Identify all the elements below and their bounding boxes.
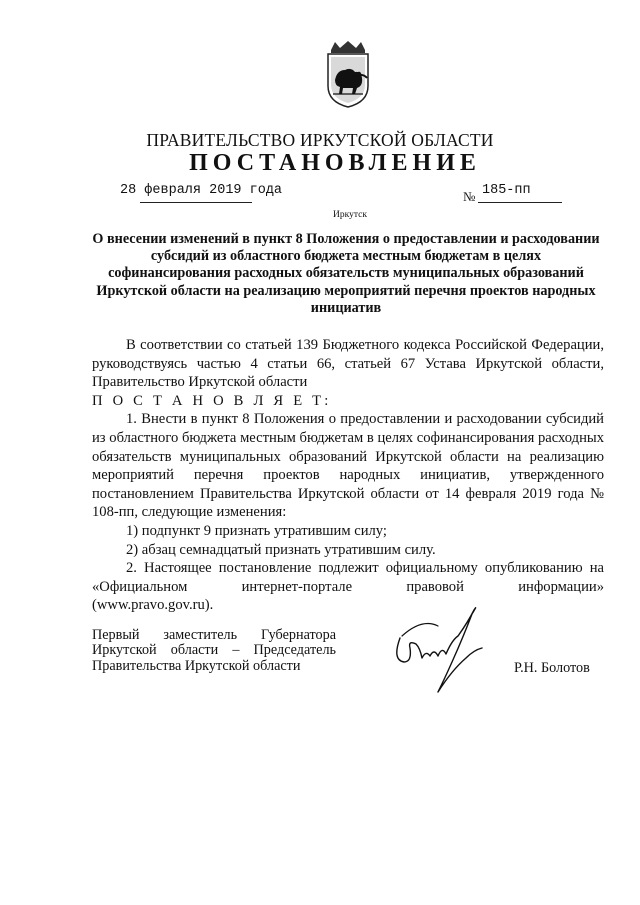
preamble-paragraph: В соответствии со статьей 139 Бюджетного кодекса Российской Федерации, руководствуясь частью 4 статьи 66, статьей 67 Устава Иркутской области, Правительство Иркутской области xyxy=(92,337,604,391)
signatory-position xyxy=(92,628,336,674)
item-2-paragraph: 2. Настоящее постановление подлежит официальному опубликованию на «Официальном интернет-портале правовой информации» xyxy=(92,560,604,595)
item-1-subitem-1: 1) подпункт 9 признать утратившим силу; xyxy=(126,522,387,539)
decree-word: П О С Т А Н О В Л Я Е Т: xyxy=(92,392,332,409)
document-heading: О внесении изменений в пункт 8 Положения о предоставлении и расходовании субсидий из областного бюджета местным бюджетам в целях софинансирования расходных обязательств муниципальных образований Иркутской области на реализацию мероприятий перечня проектов народных инициатив xyxy=(92,231,600,316)
coat-of-arms-icon xyxy=(325,40,371,108)
signer-name: Р.Н. Болотов xyxy=(514,660,590,676)
signatory-line-1: Первый заместитель Губернатора xyxy=(92,627,336,643)
signatory-line-3: Правительства Иркутской области xyxy=(92,657,301,674)
number-underline xyxy=(478,202,562,203)
item-1-paragraph: 1. Внести в пункт 8 Положения о предоставлении и расходовании субсидий из областного бюджета местным бюджетам в целях софинансирования расходных обязательств муниципальных образований Иркутской области на реализацию мероприятий перечня проектов народных инициатив, утвержденного постановлением Правительства Иркутской области от 14 февраля 2019 года № 108-пп, следующие изменения: xyxy=(92,411,604,521)
publication-url: (www.pravo.gov.ru). xyxy=(92,597,214,614)
document-number: 185-пп xyxy=(482,183,531,198)
document-type: ПОСТАНОВЛЕНИЕ xyxy=(189,150,481,176)
item-1-subitem-2: 2) абзац семнадцатый признать утратившим силу. xyxy=(126,541,436,558)
handwritten-signature xyxy=(382,600,497,700)
number-sign: № xyxy=(463,189,476,204)
document-date: 28 февраля 2019 года xyxy=(120,183,283,198)
signatory-line-2: Иркутской области – Председатель xyxy=(92,642,336,659)
government-title: ПРАВИТЕЛЬСТВО ИРКУТСКОЙ ОБЛАСТИ xyxy=(146,130,494,150)
document-body xyxy=(92,336,604,615)
city-label: Иркутск xyxy=(333,210,367,220)
date-underline xyxy=(140,202,252,203)
